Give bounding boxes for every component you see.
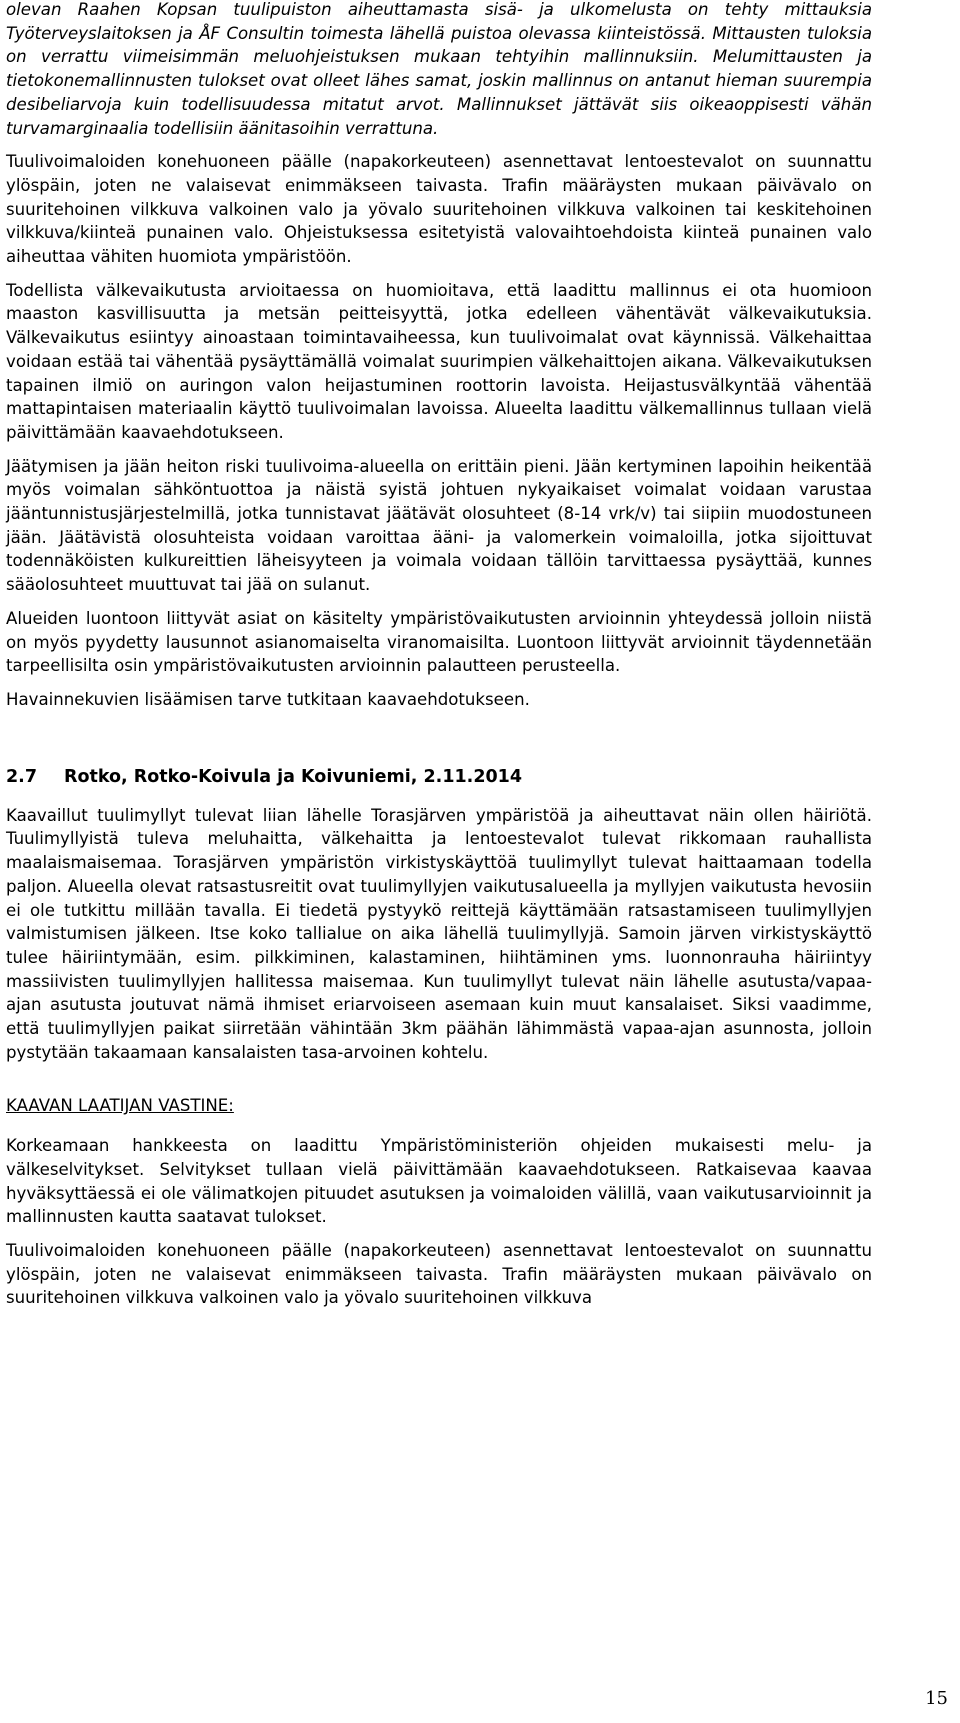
page-number: 15	[925, 1688, 948, 1709]
paragraph-noise-measurements: olevan Raahen Kopsan tuulipuiston aiheuttamasta sisä- ja ulkomelusta on tehty mittauksia Työterveyslaitoksen ja ÅF Consultin toimesta lähellä puistoa olevassa kiinteistössä. Mittausten tuloksia on verrattu viimeisimmän meluohjeistuksen mukaan tehtyihin mallinnuksiin. Melumittausten ja tietokonemallinnusten tulokset ovat olleet lähes samat, joskin mallinnus on antanut hieman suurempia desibeliarvoja kuin todellisuudessa mitatut arvot. Mallinnukset jättävät siis oikeaoppisesti vähän turvamarginaalia todellisiin äänitasoihin verrattuna.	[6, 0, 872, 138]
section-title: Rotko, Rotko-Koivula ja Koivuniemi, 2.11.2014	[64, 766, 523, 787]
response-paragraph-2: Tuulivoimaloiden konehuoneen päälle (napakorkeuteen) asennettavat lentoestevalot on suunnattu ylöspäin, joten ne valaisevat enimmäkseen taivasta. Trafin määräysten mukaan päivävalo on suuritehoinen vilkkuva valkoinen valo ja yövalo suuritehoinen vilkkuva	[6, 1240, 872, 1308]
paragraph-icing: Jäätymisen ja jään heiton riski tuulivoima-alueella on erittäin pieni. Jään kertyminen lapoihin heikentää myös voimalan sähköntuottoa ja näistä syistä johtuen nykyaikaiset voimalat voidaan varustaa jääntunnistusjärjestelmillä, jotka tunnistavat jäätävät olosuhteet (8-14 vrk/v) tai siipiin muodostuneen jään. Jäätävistä olosuhteista voidaan varoittaa ääni- ja valomerkein voimaloilla, jotka sijoittuvat todennäköisten kulkureittien läheisyyteen ja voimala voidaan tällöin tarvittaessa pysäyttää, kunnes sääolosuhteet muuttuvat tai jää on sulanut.	[6, 456, 872, 595]
paragraph-nature: Alueiden luontoon liittyvät asiat on käsitelty ympäristövaikutusten arvioinnin yhteydessä jolloin niistä on myös pyydetty lausunnot asianomaiselta viranomaisilta. Luontoon liittyvät arvioinnit täydennetään tarpeellisilta osin ympäristövaikutusten arvioinnin palautteen perusteella.	[6, 608, 872, 676]
paragraph-flicker: Todellista välkevaikutusta arvioitaessa on huomioitava, että laadittu mallinnus ei ota huomioon maaston kasvillisuutta ja metsän peitteisyyttä, jotka edelleen vähentävät välkevaikutuksia. Välkevaikutus esiintyy ainoastaan toimintavaiheessa, kun tuulivoimalat ovat käynnissä. Välkehaittaa voidaan estää tai vähentää pysäyttämällä voimalat suurimpien välkehaittojen aikana. Välkevaikutuksen tapainen ilmiö on auringon valon heijastuminen roottorin lavoista. Heijastusvälkyntää vähentää mattapintaisen materiaalin käyttö tuulivoimalan lavoissa. Alueelta laadittu välkemallinnus tullaan vielä päivittämään kaavaehdotukseen.	[6, 280, 872, 442]
section-number: 2.7	[6, 766, 38, 787]
response-heading: KAAVAN LAATIJAN VASTINE:	[6, 1096, 234, 1116]
paragraph-obstacle-lights: Tuulivoimaloiden konehuoneen päälle (napakorkeuteen) asennettavat lentoestevalot on suunnattu ylöspäin, joten ne valaisevat enimmäkseen taivasta. Trafin määräysten mukaan päivävalo on suuritehoinen vilkkuva valkoinen valo ja yövalo suuritehoinen vilkkuva valkoinen tai keskitehoinen vilkkuva/kiinteä punainen valo. Ohjeistuksessa esitetyistä valovaihtoehdoista kiinteä punainen valo aiheuttaa vähiten huomiota ympäristöön.	[6, 152, 872, 267]
section-heading	[6, 765, 872, 789]
comment-paragraph: Kaavaillut tuulimyllyt tulevat liian lähelle Torasjärven ympäristöä ja aiheuttavat näin ollen häiriötä. Tuulimyllyistä tuleva meluhaitta, välkehaitta ja lentoestevalot tulevat rikkomaan rauhallista maalaismaisemaa. Torasjärven ympäristön virkistyskäyttöä tuulimyllyt tulevat haittaamaan todella paljon. Alueella olevat ratsastusreitit ovat tuulimyllyjen vaikutusalueella ja myllyjen vaikutusta hevosiin ei ole tutkittu millään tavalla. Ei tiedetä pystyykö reittejä käyttämään ratsastamiseen tuulimyllyjen valmistumisen jälkeen. Itse koko tallialue on aika lähellä tuulimyllyjä. Samoin järven virkistyskäyttö tulee häiriintymään, esim. pilkkiminen, kalastaminen, hiihtäminen yms. luonnonrauha häiriintyy massiivisten tuulimyllyjen hallitessa maisemaa. Kun tuulimyllyt tulevat näin lähelle asutusta/vapaa-ajan asutusta joutuvat nämä ihmiset eriarvoiseen asemaan kuin muut kansalaiset. Siksi vaadimme, että tuulimyllyjen paikat siirretään vähintään 3km päähän lähimmästä vapaa-ajan asunnosta, jolloin pystytään takaamaan kansalaisten tasa-arvoinen kohtelu.	[6, 805, 872, 1062]
document-page	[6, 0, 872, 1320]
paragraph-illustrations: Havainnekuvien lisäämisen tarve tutkitaan kaavaehdotukseen.	[6, 689, 530, 709]
response-paragraph-1: Korkeamaan hankkeesta on laadittu Ympäristöministeriön ohjeiden mukaisesti melu- ja välkeselvitykset. Selvitykset tullaan vielä päivittämään kaavaehdotukseen. Ratkaisevaa kaavaa hyväksyttäessä ei ole välimatkojen pituudet asutuksen ja voimaloiden välillä, vaan vaikutusarvioinnit ja mallinnusten kautta saatavat tulokset.	[6, 1136, 872, 1227]
